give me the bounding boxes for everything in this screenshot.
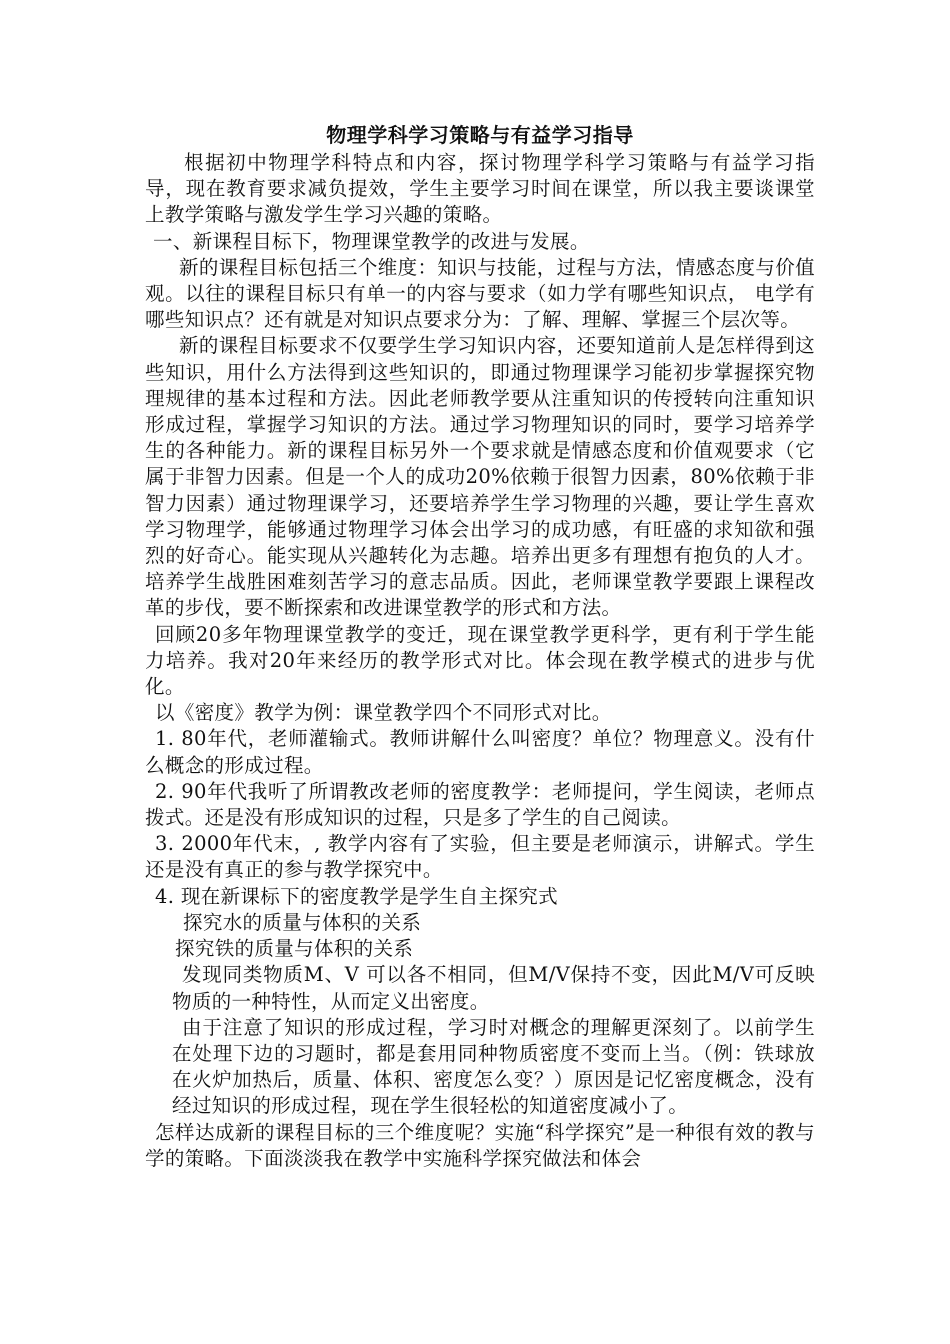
paragraph-density-example: 以《密度》教学为例：课堂教学四个不同形式对比。 — [155, 701, 612, 725]
paragraph-curriculum-dimensions: 新的课程目标包括三个维度：知识与技能，过程与方法，情感态度与价值观。以往的课程目标只有单一的内容与要求（如力学有哪些知识点， 电学有哪些知识点？还有就是对知识点要求分为：了解、理解、掌握三个层次等。 — [145, 255, 815, 332]
list-item-1990s: 2. 90年代我听了所谓教改老师的密度教学：老师提问，学生阅读，老师点拨式。还是没有形成知识的过程，只是多了学生的自己阅读。 — [145, 779, 815, 830]
list-item-now: 4. 现在新课标下的密度教学是学生自主探究式 — [155, 884, 559, 908]
paragraph-density-definition: 发现同类物质M、V 可以各不相同，但M/V保持不变，因此M/V可反映物质的一种特性，从而定义出密度。 — [172, 963, 815, 1013]
document-title: 物理学科学习策略与有益学习指导 — [326, 123, 634, 147]
list-item-1980s: 1. 80年代，老师灌输式。教师讲解什么叫密度？单位？物理意义。没有什么概念的形成过程。 — [145, 727, 815, 777]
sub-item-water: 探究水的质量与体积的关系 — [183, 910, 422, 934]
section-heading: 一、新课程目标下，物理课堂教学的改进与发展。 — [153, 229, 590, 253]
paragraph-concept-formation: 由于注意了知识的形成过程，学习时对概念的理解更深刻了。以前学生在处理下边的习题时，都是套用同种物质密度不变而上当。（例：铁球放在火炉加热后，质量、体积、密度怎么变？）原因是记忆密度概念，没有经过知识的形成过程，现在学生很轻松的知道密度减小了。 — [172, 1015, 815, 1118]
intro-paragraph: 根据初中物理学科特点和内容，探讨物理学科学习策略与有益学习指导，现在教育要求减负提效，学生主要学习时间在课堂，所以我主要谈课堂上教学策略与激发学生学习兴趣的策略。 — [145, 151, 815, 227]
paragraph-scientific-inquiry: 怎样达成新的课程目标的三个维度呢？实施“科学探究”是一种很有效的教与学的策略。下面淡淡我在教学中实施科学探究做法和体会 — [145, 1120, 815, 1170]
paragraph-new-curriculum-requirements: 新的课程目标要求不仅要学生学习知识内容，还要知道前人是怎样得到这些知识，用什么方法得到这些知识的，即通过物理课学习能初步掌握探究物理规律的基本过程和方法。因此老师教学要从注重知识的传授转向注重知识形成过程，掌握学习知识的方法。通过学习物理知识的同时，要学习培养学生的各种能力。新的课程目标另外一个要求就是情感态度和价值观要求（它属于非智力因素。但是一个人的成功20%依赖于很智力因素，80%依赖于非智力因素）通过物理课学习，还要培养学生学习物理的兴趣，要让学生喜欢学习物理学，能够通过物理学习体会出学习的成功感，有旺盛的求知欲和强烈的好奇心。能实现从兴趣转化为志趣。培养出更多有理想有抱负的人才。培养学生战胜困难刻苦学习的意志品质。因此，老师课堂教学要跟上课程改革的步伐，要不断探索和改进课堂教学的形式和方法。 — [145, 334, 815, 620]
paragraph-review-20-years: 回顾20多年物理课堂教学的变迁，现在课堂教学更科学，更有利于学生能力培养。我对20年来经历的教学形式对比。体会现在教学模式的进步与优化。 — [145, 622, 815, 699]
sub-item-iron: 探究铁的质量与体积的关系 — [175, 937, 414, 961]
document-page — [145, 120, 815, 1172]
list-item-2000s: 3. 2000年代末，, 教学内容有了实验，但主要是老师演示，讲解式。学生还是没有真正的参与教学探究中。 — [145, 832, 815, 882]
